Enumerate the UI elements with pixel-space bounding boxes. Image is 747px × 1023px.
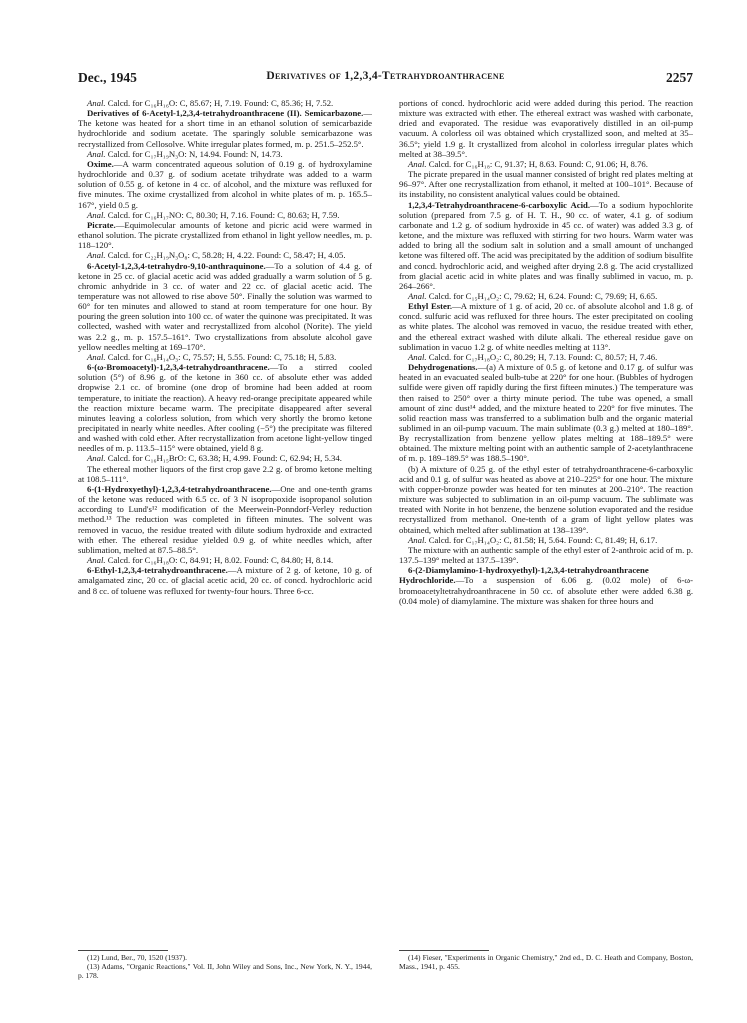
paragraph — [78, 464, 372, 484]
paragraph — [78, 220, 372, 250]
paragraph — [399, 200, 693, 291]
paragraph — [78, 555, 372, 565]
paragraph-text: —A mixture of 2 g. of ketone, 10 g. of amalgamated zinc, 20 cc. of glacial acetic acid, 20 cc. of concd. hydrochloric acid and 8 cc. of toluene was refluxed for twenty-four hours. Three 6-cc. — [78, 565, 372, 596]
paragraph-text: —(a) A mixture of 0.5 g. of ketone and 0.17 g. of sulfur was heated in an evacuated sealed bulb-tube at 220° for one hour. (Bubbles of hydrogen sulfide were given off rapidly during the first fifteen minutes.) The temperature was then raised to 250° over a thirty minute period. The tube was opened, a small amount of zinc dust¹⁴ added, and the mixture heated to 220° for five minutes. The solid reaction mass was transferred to a sublimation bulb and the organic material sublimed in an oil-pump vacuum. The main sublimate (0.3 g.) melted at 180–189°. By recrystallization from benzene yellow plates melting at 188–189.5° were obtained. The mixture melting point with an authentic sample of 2-acetylanthracene of m. p. 189–189.5° was 188.5–190°. — [399, 362, 693, 464]
section-heading: 6-(ω-Bromoacetyl)-1,2,3,4-tetrahydroanthracene. — [87, 362, 270, 373]
paragraph-text: The ethereal mother liquors of the first crop gave 2.2 g. of bromo ketone melting at 108.5–111°. — [78, 463, 372, 484]
footnote: (14) Fieser, "Experiments in Organic Chemistry," 2nd ed., D. C. Heath and Company, Boston, Mass., 1941, p. 455. — [399, 953, 693, 972]
footnotes-right — [399, 950, 693, 971]
paragraph-text: Calcd. for C₂₂H₁₉N₃O₈: C, 58.28; H, 4.22. Found: C, 58.47; H, 4.05. — [107, 250, 346, 261]
right-column — [399, 98, 693, 948]
paragraph-text: —To a suspension of 6.06 g. (0.02 mole) of 6-ω-bromoacetyltetrahydroanthracene in 50 cc. of absolute ether were added 6.38 g. (0.04 mole) of diamylamine. The mixture was shaken for three hours and — [399, 575, 693, 606]
paragraph-text: Calcd. for C₁₆H₁₈O: C, 84.91; H, 8.02. Found: C, 84.80; H, 8.14. — [107, 555, 334, 566]
paragraph-text: —A warm concentrated aqueous solution of 0.19 g. of hydroxylamine hydrochloride and 0.37 g. of sodium acetate trihydrate was added to a warm solution of 0.55 g. of ketone in 4 cc. of alcohol, and the mixture was refluxed for five minutes. The oxime crystallized from alcohol in white plates of m. p. 165.5–167°, yield 0.5 g. — [78, 158, 372, 210]
paragraph-text: Calcd. for C₁₆H₁₈: C, 91.37; H, 8.63. Found: C, 91.06; H, 8.76. — [428, 158, 648, 169]
footnote-rule — [399, 950, 489, 951]
paragraph — [78, 453, 372, 463]
paragraph-text: portions of concd. hydrochloric acid were added during this period. The reaction mixture was extracted with ether. The ethereal extract was washed with carbonate, dried and evaporated. The residue was evaporatively distilled in an oil-pump vacuum. A colorless oil was obtained which crystallized soon, and melted at 35–36.5°; yield 1.9 g. It crystallized from alcohol in colorless irregular plates which melted at 38–39.5°. — [399, 98, 693, 159]
paragraph — [399, 291, 693, 301]
footnote: (13) Adams, "Organic Reactions," Vol. II, John Wiley and Sons, Inc., New York, N. Y., 1944, p. 178. — [78, 962, 372, 981]
analysis-label: Anal. — [408, 534, 427, 545]
running-title: Derivatives of 1,2,3,4-Tetrahydroanthracene — [266, 70, 505, 82]
left-column — [78, 98, 372, 948]
paragraph-text: —To a sodium hypochlorite solution (prepared from 7.5 g. of H. T. H., 90 cc. of water, 4.1 g. of sodium carbonate and 1.2 g. of sodium hydroxide in 45 cc. of water) was added 3.3 g. of ketone, and the mixture was refluxed with stirring for two hours. Warm water was added to bring all the sodium salt in solution and a small amount of unchanged ketone was filtered off. The acid was precipitated by the addition of sodium bisulfite and concd. hydrochloric acid, and weighed after drying 2.8 g. The acid crystallized from glacial acetic acid in white plates and was finally sublimed in vacuo, m. p. 264–266°. — [399, 199, 693, 291]
paragraph — [78, 98, 372, 108]
paragraph-text: Calcd. for C₁₇H₁₈O₂: C, 80.29; H, 7.13. Found: C, 80.57; H, 7.46. — [428, 351, 658, 362]
paragraph-text: Calcd. for C₁₇H₁₉N₃O: N, 14.94. Found: N, 14.73. — [107, 148, 283, 159]
paragraph-text: Calcd. for C₁₆H₁₇NO: C, 80.30; H, 7.16. Found: C, 80.63; H, 7.59. — [107, 209, 340, 220]
section-heading: Ethyl Ester. — [408, 301, 453, 312]
paragraph-text: —Equimolecular amounts of ketone and picric acid were warmed in ethanol solution. The picrate crystallized from ethanol in light yellow needles, m. p. 118–120°. — [78, 219, 372, 251]
analysis-label: Anal. — [87, 351, 106, 362]
section-heading: 6-(2-Diamylamino-1-hydroxyethyl)-1,2,3,4-tetrahydroanthracene Hydrochloride. — [399, 565, 649, 586]
paragraph-text: Calcd. for C₁₆H₁₅BrO: C, 63.38; H, 4.99. Found: C, 62.94; H, 5.34. — [107, 453, 342, 464]
paragraph — [399, 362, 693, 464]
paragraph-text: The mixture with an authentic sample of the ethyl ester of 2-anthroic acid of m. p. 137.5–139° melted at 137.5–139°. — [399, 544, 693, 566]
analysis-label: Anal. — [87, 453, 106, 464]
analysis-label: Anal. — [87, 555, 106, 566]
analysis-label: Anal. — [87, 209, 106, 220]
analysis-label: Anal. — [408, 351, 427, 362]
section-heading: Picrate. — [87, 219, 116, 230]
paragraph-text: Calcd. for C₁₆H₁₄O₃: C, 75.57; H, 5.55. Found: C, 75.18; H, 5.83. — [107, 351, 337, 362]
analysis-label: Anal. — [408, 290, 427, 301]
analysis-label: Anal. — [408, 158, 427, 169]
page-header — [78, 70, 693, 88]
paragraph — [399, 545, 693, 565]
paragraph-text: —The ketone was heated for a short time in an ethanol solution of semicarbazide hydrochloride and sodium acetate. The sparingly soluble semicarbazone was recrystallized from Cellosolve. White irregular plates formed, m. p. 251.5–252.5°. — [78, 108, 372, 149]
paragraph-text: Calcd. for C₁₇H₁₄O₂: C, 81.58; H, 5.64. Found: C, 81.49; H, 6.17. — [428, 534, 658, 545]
paragraph-text: The picrate prepared in the usual manner consisted of bright red plates melting at 96–97°. After one recrystallization from ethanol, it melted at 100–101°. Because of its instability, no consistent analytical values could be obtained. — [399, 169, 693, 200]
paragraph — [399, 535, 693, 545]
paragraph — [399, 464, 693, 535]
paragraph — [399, 98, 693, 159]
footnote-rule — [78, 950, 168, 951]
paragraph — [78, 261, 372, 352]
paragraph — [399, 169, 693, 199]
paragraph — [399, 159, 693, 169]
paragraph-text: (b) A mixture of 0.25 g. of the ethyl ester of tetrahydroanthracene-6-carboxylic acid and 0.1 g. of sulfur was heated as above at 210–225° for one hour. The mixture with copper-bronze powder was heated for ten minutes at 200–210°. The reaction mixture was subjected to sublimation in an oil-pump vacuum. The sublimate was treated with Norite in hot benzene, the benzene solution evaporated and the residue recrystallized from methanol. One-tenth of a gram of light yellow plates was obtained, which melted after sublimation at 138–139°. — [399, 463, 693, 535]
paragraph — [78, 565, 372, 595]
paragraph-text: —To a solution of 4.4 g. of ketone in 25 cc. of glacial acetic acid was added gradually a warm solution of 5 g. chromic anhydride in 3 cc. of water and 22 cc. of glacial acetic acid. The temperature was not allowed to rise above 50°. Finally the solution was warmed to 60° for ten minutes and allowed to stand at room temperature for one hour. By pouring the green solution into 100 cc. of water the quinone was precipitated. It was collected, washed with water and recrystallized from alcohol (Norite). The yield was 2.2 g., m. p. 157.5–161°. Two crystallizations from absolute alcohol gave yellow needles melting at 169–170°. — [78, 260, 372, 352]
analysis-label: Anal. — [87, 250, 106, 261]
section-heading: Dehydrogenations. — [408, 362, 478, 373]
issue-date: Dec., 1945 — [78, 70, 137, 85]
analysis-label: Anal. — [87, 98, 106, 108]
section-heading: Derivatives of 6-Acetyl-1,2,3,4-tetrahydroanthracene (II). Semicarbazone. — [87, 108, 364, 119]
paragraph — [78, 250, 372, 260]
paragraph-text: —A mixture of 1 g. of acid, 20 cc. of absolute alcohol and 1.8 g. of concd. sulfuric acid was refluxed for three hours. The ester precipitated on cooling as white plates. The alcohol was removed in vacuo, the residue treated with ether, and the ethereal extract washed with dilute alkali. The ethereal residue gave on sublimation in vacuo 1.2 g. of white needles melting at 113°. — [399, 301, 693, 352]
footnote: (12) Lund, Ber., 70, 1520 (1937). — [87, 953, 187, 962]
page-number: 2257 — [666, 70, 693, 85]
paragraph — [399, 301, 693, 352]
paragraph — [78, 484, 372, 555]
paragraph — [78, 210, 372, 220]
paragraph — [78, 149, 372, 159]
section-heading: 1,2,3,4-Tetrahydroanthracene-6-carboxylic Acid. — [408, 199, 591, 210]
paragraph — [399, 352, 693, 362]
paragraph — [78, 159, 372, 210]
paragraph — [78, 362, 372, 453]
analysis-label: Anal. — [87, 148, 106, 159]
paragraph — [78, 352, 372, 362]
section-heading: 6-Acetyl-1,2,3,4-tetrahydro-9,10-anthraquinone. — [87, 260, 266, 271]
section-heading: Oxime. — [87, 158, 114, 169]
footnotes-left — [78, 950, 372, 981]
paragraph — [78, 108, 372, 149]
paragraph — [399, 565, 693, 606]
paragraph-text: Calcd. for C₁₆H₁₆O: C, 85.67; H, 7.19. Found: C, 85.36; H, 7.52. — [107, 98, 334, 108]
paragraph-text: —One and one-tenth grams of the ketone was reduced with 6.5 cc. of 3 N isopropoxide isopropanol solution according to Lund's¹² modification of the Meerwein-Ponndorf-Verley reduction method.¹³ The reduction was completed in fifteen minutes. The solvent was removed in vacuo, the residue treated with dilute sodium hydroxide and extracted with ether. The ethereal residue yielded 0.9 g. of white needles which, after sublimation, melted at 87.5–88.5°. — [78, 483, 372, 555]
section-heading: 6-Ethyl-1,2,3,4-tetrahydroanthracene. — [87, 565, 228, 576]
section-heading: 6-(1-Hydroxyethyl)-1,2,3,4-tetrahydroanthracene. — [87, 483, 272, 494]
paragraph-text: Calcd. for C₁₅H₁₄O₂: C, 79.62; H, 6.24. Found: C, 79.69; H, 6.65. — [428, 290, 658, 301]
paragraph-text: —To a stirred cooled solution (5°) of 8.96 g. of the ketone in 360 cc. of absolute ether was added dropwise 2.1 cc. of bromine (one drop of bromine had been added at room temperature, to initiate the reaction). A heavy red-orange precipitate appeared while the reaction mixture became warm. The precipitate disappeared after several minutes leaving a colorless solution, from which very shortly the bromo ketone precipitated in nearly white needles. After cooling (−5°) the precipitate was filtered and washed with cold ether. After recrystallization from acetone light-yellow tinged needles of m. p. 113.5–115° were obtained, yield 8 g. — [78, 362, 372, 454]
